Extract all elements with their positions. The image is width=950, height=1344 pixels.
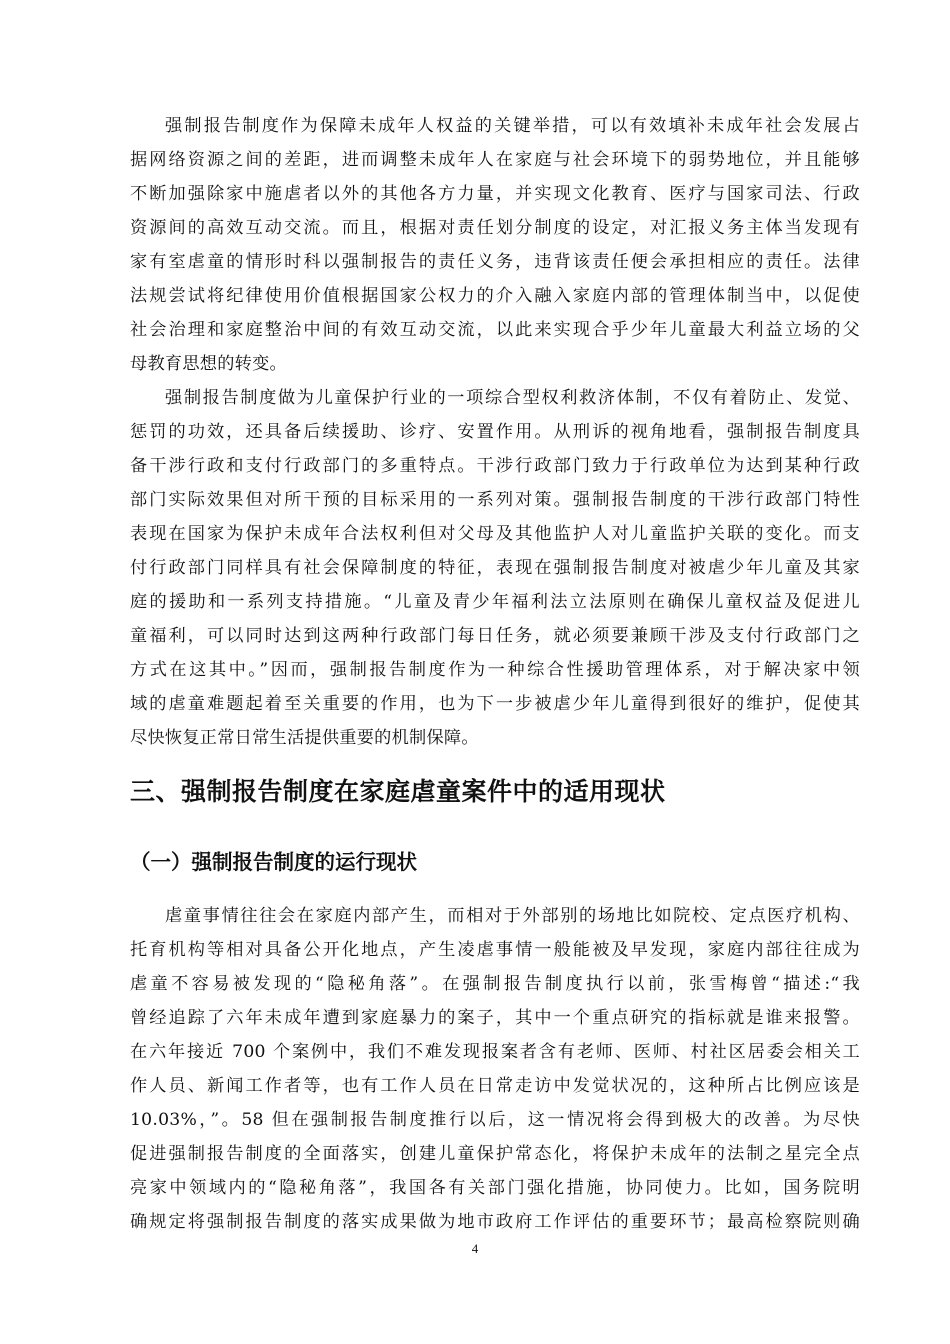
text-line: 惩罚的功效，还具备后续援助、诊疗、安置作用。从刑诉的视角地看，强制报告制度具: [130, 422, 860, 442]
text-line: 强制报告制度做为儿童保护行业的一项综合型权利救济体制，不仅有着防止、发觉、: [165, 388, 860, 408]
text-line: 在六年接近 700 个案例中，我们不难发现报案者含有老师、医师、村社区居委会相关工: [130, 1042, 860, 1062]
text-line: 童福利，可以同时达到这两种行政部门每日任务，就必须要兼顾干涉及支付行政部门之: [130, 626, 860, 646]
text-line: 曾经追踪了六年未成年遭到家庭暴力的案子，其中一个重点研究的指标就是谁来报警。: [130, 1008, 860, 1028]
text-line: 确规定将强制报告制度的落实成果做为地市政府工作评估的重要环节；最高检察院则确: [130, 1212, 860, 1232]
subsection-heading: （一）强制报告制度的运行现状: [130, 850, 417, 874]
text-line: 亮家中领域内的“隐秘角落”，我国各有关部门强化措施，协同使力。比如，国务院明: [130, 1178, 860, 1198]
text-line: 托育机构等相对具备公开化地点，产生凌虐事情一般能被及早发现，家庭内部往往成为: [130, 940, 860, 960]
text-line: 庭的援助和一系列支持措施。“儿童及青少年福利法立法原则在确保儿童权益及促进儿: [130, 592, 860, 612]
text-line: 10.03%，”。58 但在强制报告制度推行以后，这一情况将会得到极大的改善。为尽快: [130, 1110, 860, 1130]
text-line: 家有室虐童的情形时科以强制报告的责任义务，违背该责任便会承担相应的责任。法律: [130, 252, 860, 272]
text-line: 尽快恢复正常日常生活提供重要的机制保障。: [130, 728, 479, 748]
text-line: 域的虐童难题起着至关重要的作用，也为下一步被虐少年儿童得到很好的维护，促使其: [130, 694, 860, 714]
text-line: 方式在这其中。”因而，强制报告制度作为一种综合性援助管理体系，对于解决家中领: [130, 660, 860, 680]
text-line: 强制报告制度作为保障未成年人权益的关键举措，可以有效填补未成年社会发展占: [165, 116, 860, 136]
text-line: 促进强制报告制度的全面落实，创建儿童保护常态化，将保护未成年的法制之星完全点: [130, 1144, 860, 1164]
text-line: 社会治理和家庭整治中间的有效互动交流，以此来实现合乎少年儿童最大利益立场的父: [130, 320, 860, 340]
text-line: 虐童不容易被发现的“隐秘角落”。在强制报告制度执行以前，张雪梅曾“描述:“我: [130, 974, 860, 994]
text-line: 备干涉行政和支付行政部门的多重特点。干涉行政部门致力于行政单位为达到某种行政: [130, 456, 860, 476]
section-heading: 三、强制报告制度在家庭虐童案件中的适用现状: [130, 777, 666, 806]
text-line: 付行政部门同样具有社会保障制度的特征，表现在强制报告制度对被虐少年儿童及其家: [130, 558, 860, 578]
text-line: 据网络资源之间的差距，进而调整未成年人在家庭与社会环境下的弱势地位，并且能够: [130, 150, 860, 170]
page-number: 4: [471, 1241, 479, 1256]
text-line: 法规尝试将纪律使用价值根据国家公权力的介入融入家庭内部的管理体制当中，以促使: [130, 286, 860, 306]
text-line: 母教育思想的转变。: [130, 354, 287, 374]
text-line: 作人员、新闻工作者等，也有工作人员在日常走访中发觉状况的，这种所占比例应该是: [130, 1076, 860, 1096]
text-line: 资源间的高效互动交流。而且，根据对责任划分制度的设定，对汇报义务主体当发现有: [130, 218, 860, 238]
text-line: 部门实际效果但对所干预的目标采用的一系列对策。强制报告制度的干涉行政部门特性: [130, 490, 860, 510]
text-line: 表现在国家为保护未成年合法权利但对父母及其他监护人对儿童监护关联的变化。而支: [130, 524, 860, 544]
text-line: 不断加强除家中施虐者以外的其他各方力量，并实现文化教育、医疗与国家司法、行政: [130, 184, 860, 204]
text-line: 虐童事情往往会在家庭内部产生，而相对于外部别的场地比如院校、定点医疗机构、: [165, 906, 860, 926]
